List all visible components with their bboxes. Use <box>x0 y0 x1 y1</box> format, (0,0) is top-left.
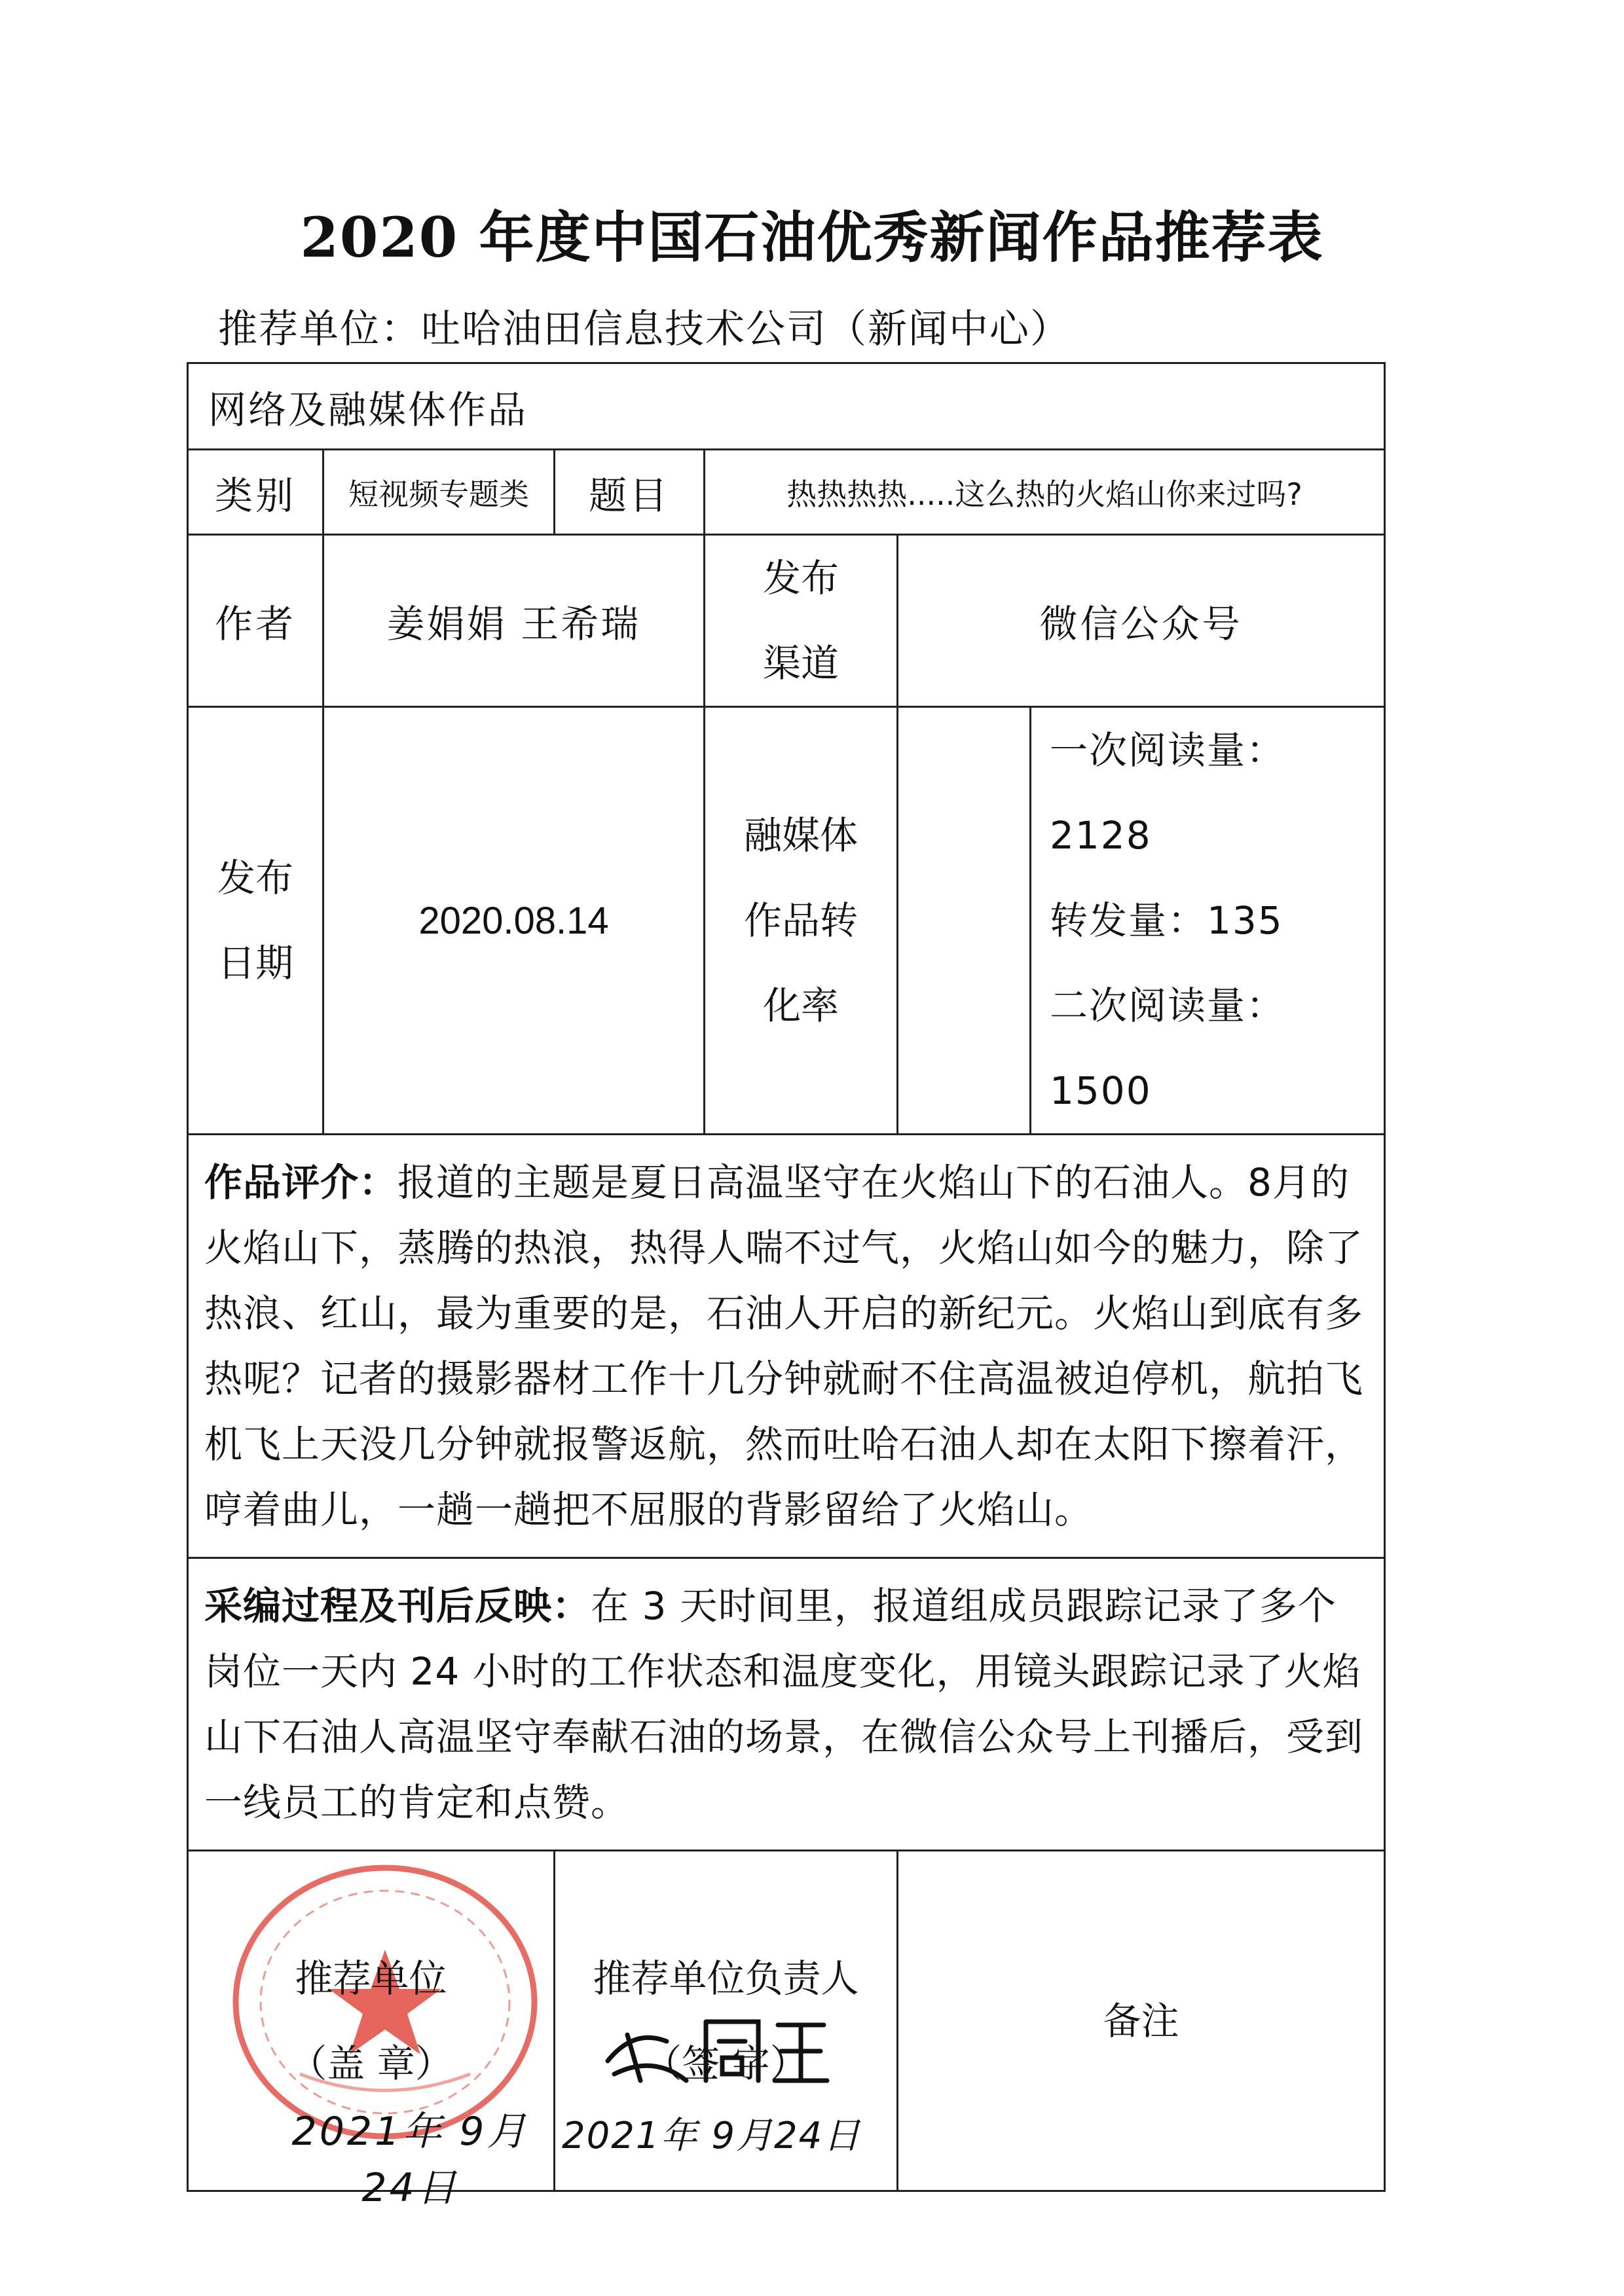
date-label-line-2: 日期 <box>217 941 293 985</box>
unit-sign-cell <box>188 1851 555 2211</box>
stat-first-read: 一次阅读量：2128 <box>1050 728 1286 858</box>
stats-list <box>1031 708 1384 1133</box>
title-label: 题目 <box>555 450 705 535</box>
conversion-label <box>705 707 898 1135</box>
handwritten-signature-icon <box>595 2009 843 2094</box>
title-value: 热热热热.....这么热的火焰山你来过吗? <box>705 450 1385 535</box>
recommendation-form <box>187 362 1386 2211</box>
conversion-label-line-2: 作品转 <box>743 898 858 943</box>
person-sign-date: 2021年 9月24日 <box>562 2115 862 2157</box>
date-label <box>188 707 323 1135</box>
conversion-stats <box>898 707 1385 1135</box>
category-value: 短视频专题类 <box>323 450 555 535</box>
recommending-unit: 推荐单位：吐哈油田信息技术公司（新闻中心） <box>218 306 1071 352</box>
conversion-label-line-3: 化率 <box>762 983 839 1028</box>
date-value: 2020.08.14 <box>323 707 705 1135</box>
author-value: 姜娟娟 王希瑞 <box>323 535 705 707</box>
person-sign-cell <box>555 1851 898 2191</box>
evaluation-section <box>188 1135 1385 1558</box>
channel-label-line-2: 渠道 <box>762 641 839 685</box>
unit-sign-date: 2021年 9月24日 <box>291 2109 529 2211</box>
person-label: 推荐单位负责人 <box>593 1956 859 2001</box>
process-text: 在 3 天时间里，报道组成员跟踪记录了多个岗位一天内 24 小时的工作状态和温度变化，用镜头跟踪记录了火焰山下石油人高温坚守奉献石油的场景，在微信公众号上刊播后，受到一线员工的肯定和点赞。 <box>204 1584 1364 1825</box>
evaluation-text: 报道的主题是夏日高温坚守在火焰山下的石油人。8月的火焰山下，蒸腾的热浪，热得人喘不过气，火焰山如今的魅力，除了热浪、红山，最为重要的是，石油人开启的新纪元。火焰山到底有多热呢？记者的摄影器材工作十几分钟就耐不住高温被迫停机，航拍飞机飞上天没几分钟就报警返航，然而吐哈石油人却在太阳下擦着汗，哼着曲儿，一趟一趟把不屈服的背影留给了火焰山。 <box>204 1160 1364 1532</box>
channel-label <box>705 535 898 707</box>
stats-spacer <box>898 708 1031 1133</box>
process-label: 采编过程及刊后反映： <box>204 1584 591 1628</box>
evaluation-label: 作品评介： <box>204 1160 398 1205</box>
channel-value: 微信公众号 <box>898 535 1385 707</box>
channel-label-line-1: 发布 <box>762 556 839 600</box>
remarks-label: 备注 <box>1103 1998 1179 2043</box>
stat-second-read: 二次阅读量：1500 <box>1050 983 1286 1113</box>
date-label-line-1: 发布 <box>217 856 293 900</box>
unit-label: 推荐单位 <box>295 1956 447 2001</box>
unit-stamp-label: （盖 章） <box>289 2041 453 2086</box>
document-title: 2020 年度中国石油优秀新闻作品推荐表 <box>300 205 1324 270</box>
conversion-label-line-1: 融媒体 <box>743 813 858 858</box>
remarks-cell <box>898 1851 1385 2191</box>
person-sign-label: （签 字） <box>644 2041 808 2086</box>
category-label: 类别 <box>188 450 323 535</box>
author-label: 作者 <box>188 535 323 707</box>
category-header: 网络及融媒体作品 <box>188 363 1385 450</box>
process-section <box>188 1558 1385 1851</box>
stat-forwards: 转发量：135 <box>1050 898 1283 943</box>
